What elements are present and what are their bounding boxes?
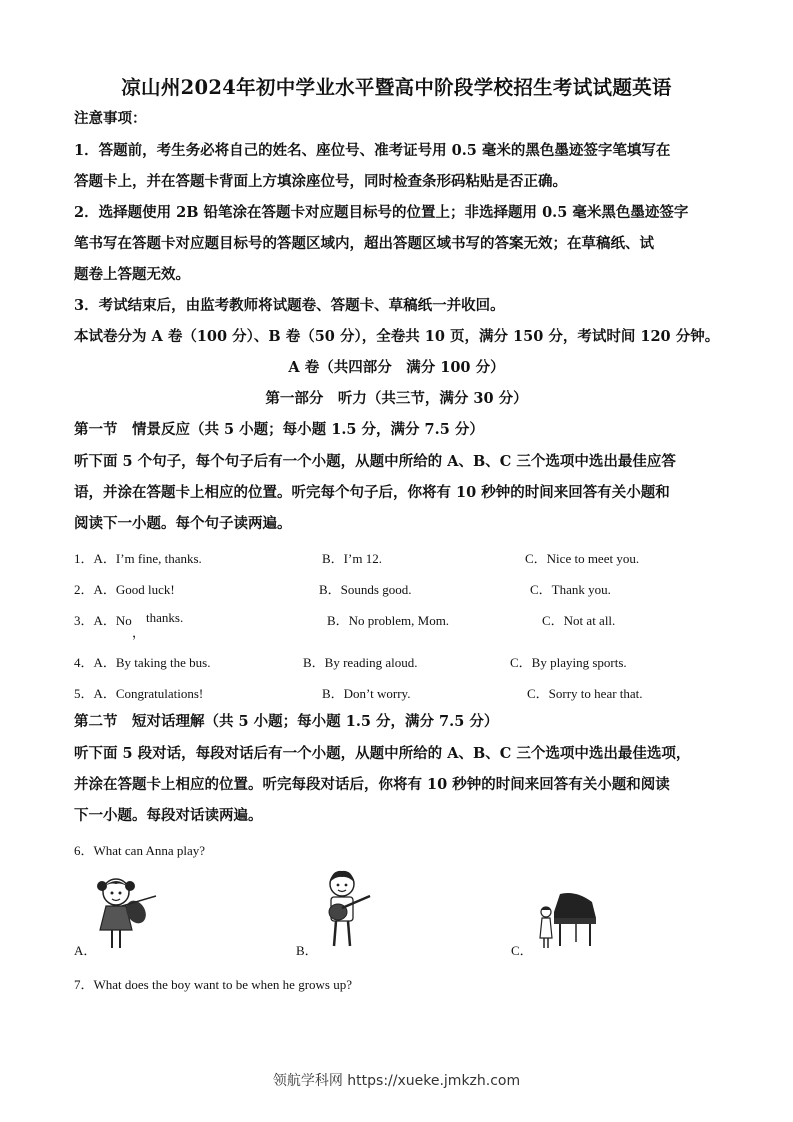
section-2-instruction-line-3: 下一小题。每段对话读两遍。 — [74, 807, 263, 824]
section-1-heading: 第一节 情景反应（共 5 小题；每小题 1.5 分，满分 7.5 分） — [74, 421, 484, 438]
exam-summary: 本试卷分为 A 卷（100 分）、B 卷（50 分），全卷共 10 页，满分 150 分，考试时间 120 分钟。 — [74, 328, 720, 345]
section-1-instruction-line-2: 语，并涂在答题卡上相应的位置。听完每个句子后，你将有 10 秒钟的时间来回答有关小题和 — [74, 484, 670, 501]
footer-watermark: 领航学科网 https://xueke.jmkzh.com — [272, 1073, 521, 1089]
q7-text: 7．What does the boy want to be when he grows up? — [74, 977, 352, 992]
q2-option-b: B．Sounds good. — [319, 582, 412, 597]
part-1-heading: 第一部分 听力（共三节，满分 30 分） — [265, 390, 528, 407]
boy-playing-guitar-icon — [318, 866, 376, 950]
q5-option-b: B．Don’t worry. — [322, 686, 411, 701]
girl-playing-violin-icon — [92, 872, 164, 952]
q6-option-c-label: C． — [511, 943, 533, 958]
q4-option-a: 4．A．By taking the bus. — [74, 655, 211, 670]
q6-option-b-label: B． — [296, 943, 318, 958]
notice-item-2-line-1: 2．选择题使用 2B 铅笔涂在答题卡对应题目标号的位置上；非选择题用 0.5 毫米黑色墨迹签字 — [74, 204, 689, 221]
q1-option-b: B．I’m 12. — [322, 551, 382, 566]
q4-option-b: B．By reading aloud. — [303, 655, 418, 670]
q3-option-b: B．No problem, Mom. — [327, 613, 450, 628]
notice-item-1-line-2: 答题卡上，并在答题卡背面上方填涂座位号，同时检查条形码粘贴是否正确。 — [74, 173, 567, 190]
section-2-instruction-line-2: 并涂在答题卡上相应的位置。听完每段对话后，你将有 10 秒钟的时间来回答有关小题和阅读 — [74, 776, 670, 793]
q5-option-a: 5．A．Congratulations! — [74, 686, 204, 701]
exam-title: 凉山州2024年初中学业水平暨高中阶段学校招生考试试题英语 — [121, 76, 672, 99]
notice-heading: 注意事项： — [74, 110, 147, 127]
q5-option-c: C．Sorry to hear that. — [527, 686, 643, 701]
q2-option-c: C．Thank you. — [530, 582, 611, 597]
section-2-instruction-line-1: 听下面 5 段对话，每段对话后有一个小题，从题中所给的 A、B、C 三个选项中选出最佳选项， — [74, 745, 691, 762]
q2-option-a: 2．A．Good luck! — [74, 582, 175, 597]
volume-a-heading: A 卷（共四部分 满分 100 分） — [288, 359, 505, 376]
notice-item-1-line-1: 1．答题前，考生务必将自己的姓名、座位号、准考证号用 0.5 毫米的黑色墨迹签字笔填写在 — [74, 142, 671, 159]
q3-option-c: C．Not at all. — [542, 613, 616, 628]
section-2-heading: 第二节 短对话理解（共 5 小题；每小题 1.5 分，满分 7.5 分） — [74, 713, 499, 730]
q6-text: 6．What can Anna play? — [74, 843, 206, 858]
q3-option-a-cont: thanks. — [146, 610, 184, 625]
section-1-instruction-line-1: 听下面 5 个句子，每个句子后有一个小题，从题中所给的 A、B、C 三个选项中选出最佳应答 — [74, 453, 676, 470]
q1-option-a: 1．A．I’m fine, thanks. — [74, 551, 202, 566]
girl-at-piano-icon — [536, 888, 598, 950]
q3-option-a: 3．A．No — [74, 613, 132, 628]
notice-item-2-line-3: 题卷上答题无效。 — [74, 266, 190, 283]
stray-comma: ， — [132, 625, 146, 640]
q4-option-c: C．By playing sports. — [510, 655, 627, 670]
q1-option-c: C．Nice to meet you. — [525, 551, 640, 566]
q6-option-a-label: A． — [74, 943, 97, 958]
notice-item-2-line-2: 笔书写在答题卡对应题目标号的答题区域内，超出答题区域书写的答案无效；在草稿纸、试 — [74, 235, 654, 252]
section-1-instruction-line-3: 阅读下一小题。每个句子读两遍。 — [74, 515, 292, 532]
notice-item-3: 3．考试结束后，由监考教师将试题卷、答题卡、草稿纸一并收回。 — [74, 297, 505, 314]
